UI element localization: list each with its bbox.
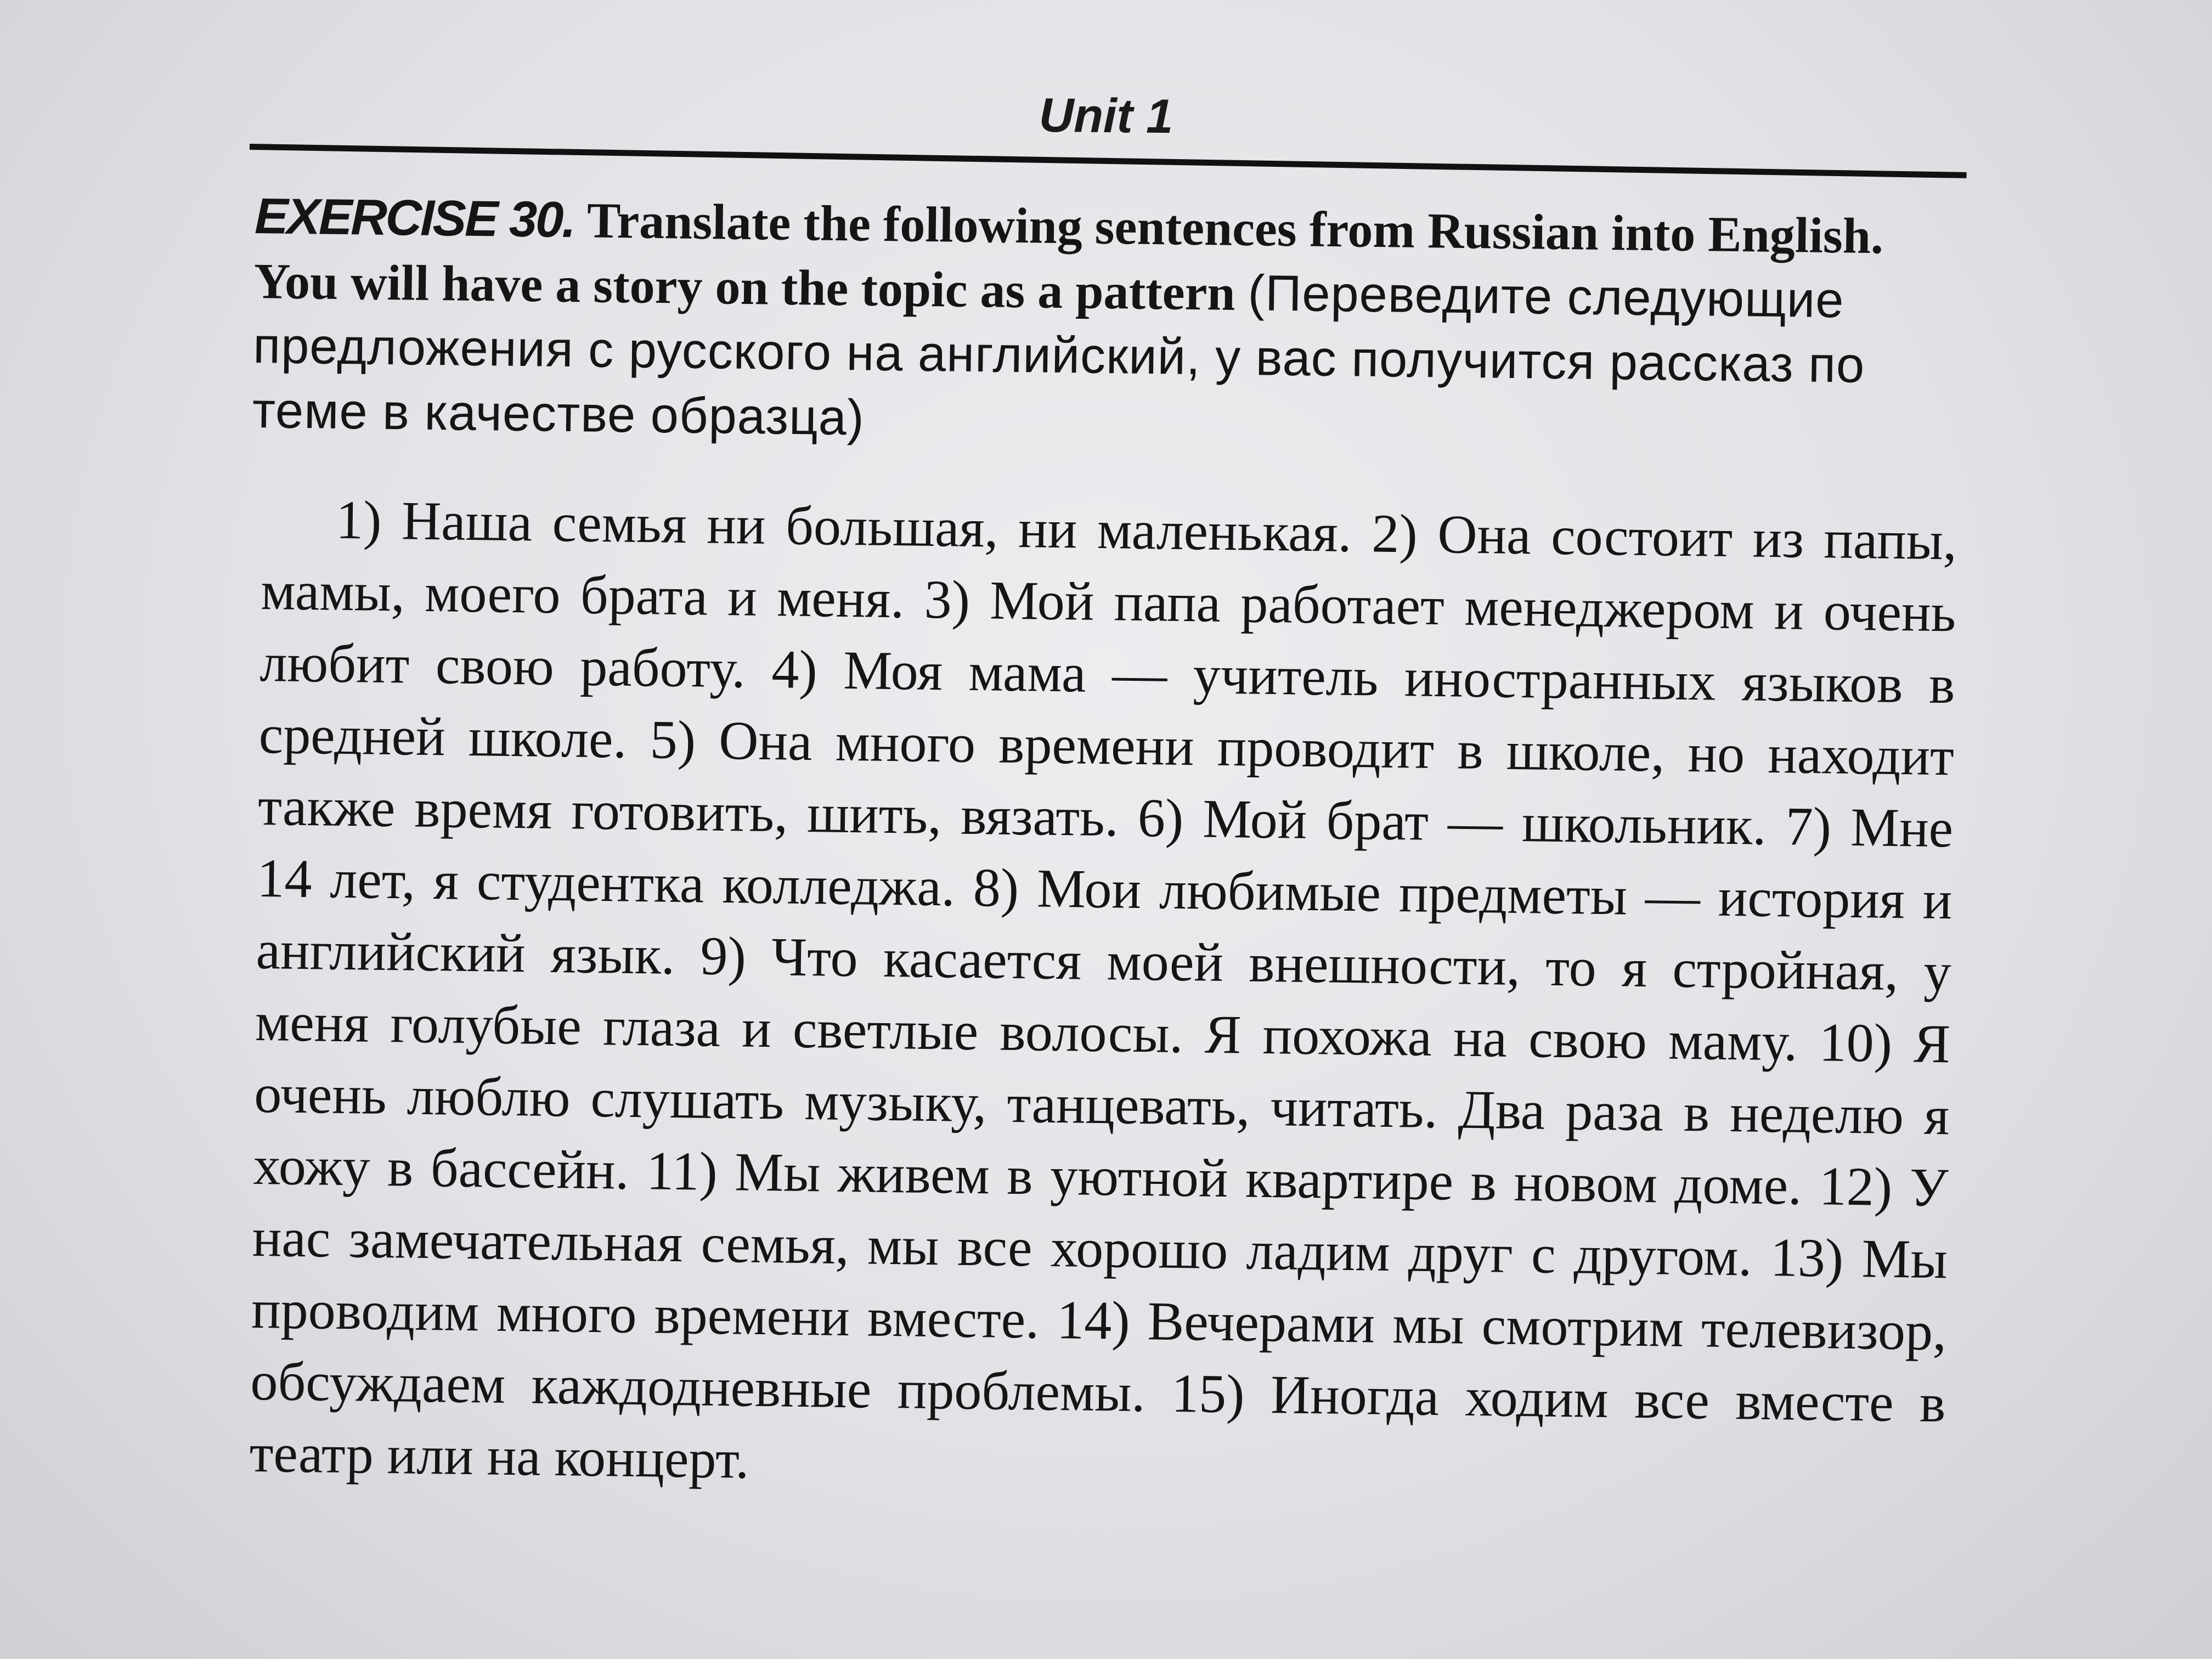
unit-heading: Unit 1: [1039, 87, 1173, 144]
sentence-8: 8) Мои любимые предметы — история и английский язык.: [256, 857, 1953, 986]
sentence-14: 14) Вечерами мы смотрим телевизор, обсуждаем каждодневные проблемы.: [250, 1289, 1947, 1424]
sentence-10: 10) Я очень люблю слушать музыку, танцевать, читать. Два раза в неделю я хожу в бассейн.: [252, 1012, 1951, 1201]
sentence-9: 9) Что касается моей внешности, то я стройная, у меня голубые глаза и светлые волосы. Я похожа на свою маму.: [255, 925, 1952, 1073]
exercise-sentences: [249, 483, 1957, 1511]
sentence-1: 1) Наша семья ни большая, ни маленькая.: [335, 489, 1352, 563]
sentence-5: 5) Она много времени проводит в школе, но находит также время готовить, шить, вязать.: [257, 709, 1955, 848]
sentence-13: 13) Мы проводим много времени вместе.: [251, 1227, 1948, 1350]
sentence-6: 6) Мой брат — школьник.: [1137, 787, 1767, 856]
sentence-15: 15) Иногда ходим все вместе в театр или на концерт.: [249, 1362, 1946, 1490]
sentence-3: 3) Мой папа работает менеджером и очень любит свою работу.: [259, 568, 1956, 699]
sentence-2: 2) Она состоит из папы, мамы, моего брата и меня.: [260, 503, 1957, 630]
exercise-instruction-text: [252, 184, 1961, 464]
exercise-label: EXERCISE 30.: [254, 188, 575, 249]
instruction-russian: (Переведите следующие предложения с русского на английский, у вас получится рассказ по теме в качестве образца): [252, 265, 1865, 446]
sentence-12: 12) У нас замечательная семья, мы все хорошо ладим друг с другом.: [252, 1155, 1949, 1288]
exercise-instruction: [252, 184, 1961, 464]
instruction-english: Translate the following sentences from Russian into English. You will have a story on the topic as a pattern: [253, 192, 1884, 321]
sentence-7: 7) Мне 14 лет, я студентка колледжа.: [256, 795, 1954, 918]
sentence-4: 4) Моя мама — учитель иностранных языков в средней школе.: [258, 639, 1956, 770]
sentence-11: 11) Мы живем в уютной квартире в новом доме.: [646, 1140, 1802, 1216]
